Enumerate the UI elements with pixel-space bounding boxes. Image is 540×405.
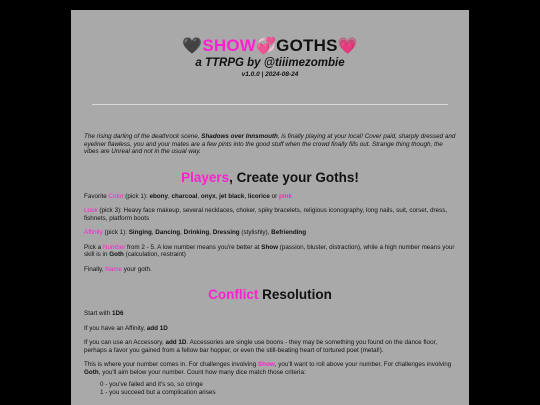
affinity-dice-rule: If you have an Affinity, add 1D (84, 324, 168, 332)
divider (92, 104, 448, 105)
number-rule: Pick a Number from 2 - 5. A low number means you're better at Show (passion, bluster, distraction), while a high number means your skill is in Goth (calculation, restraint) (84, 243, 455, 258)
color-rule: Favorite Color (pick 1): ebony, charcoal, onyx, jet black, licorice or pink (84, 192, 292, 200)
start-rule: Start with 1D6 (84, 310, 124, 317)
outcome-list (84, 381, 456, 396)
rules-page (71, 10, 469, 405)
name-rule: Finally, Name your goth. (84, 265, 152, 273)
game-title (84, 36, 456, 57)
list-item: 1 - you succeed but a complication arises (100, 388, 216, 396)
conflict-heading: Conflict Resolution (208, 287, 332, 302)
revolving-hearts-icon: 💞 (256, 38, 277, 55)
subtitle: a TTRPG by @tiiimezombie (195, 57, 345, 69)
look-rule: Look (pick 3): Heavy face makeup, several necklaces, choker, spiky bracelets, religious iconography, long nails, suit, corset, dress, fishnets, platform boots (84, 207, 448, 222)
black-heart-icon: 🖤 (182, 38, 203, 55)
version: v1.0.0 | 2024-08-24 (241, 71, 299, 78)
band-name: Shadows over Innsmouth (201, 133, 278, 140)
number-dice-rule: This is where your number comes in. For challenges involving Show, you'll want to roll above your number. For challenges involving Goth, you'll aim below your number. Count how many dice match those criteria: (84, 361, 452, 376)
pink-heart-icon: 💗 (337, 38, 358, 55)
accessory-rule: If you can use an Accessory, add 1D. Accessories are single use boons - they may be something you found on the dance floor, perhaps a favor you gained from a fellow bar hopper, or even the still-beating heart of tortured poet (metal!). (84, 339, 438, 354)
title-goths: GOTHS (276, 36, 338, 55)
title-show: SHOW (202, 36, 257, 55)
affinity-rule: Affinity (pick 1): Singing, Dancing, Drinking, Dressing (stylishly), Befriending (84, 229, 307, 236)
players-heading: Players, Create your Goths! (181, 169, 359, 185)
intro-paragraph: The rising darling of the deathrock scene, Shadows over Innsmouth, is finally playing at your local! Cover paid, sharply dressed and eyeliner flawless, you and your mates are a few pints into the good stuff when the crowd finally fills out. Strange thing though, the vibes are Unreal and not in the usual way. (84, 133, 456, 155)
list-item: 0 - you've failed and it's so, so cringe (100, 381, 203, 388)
